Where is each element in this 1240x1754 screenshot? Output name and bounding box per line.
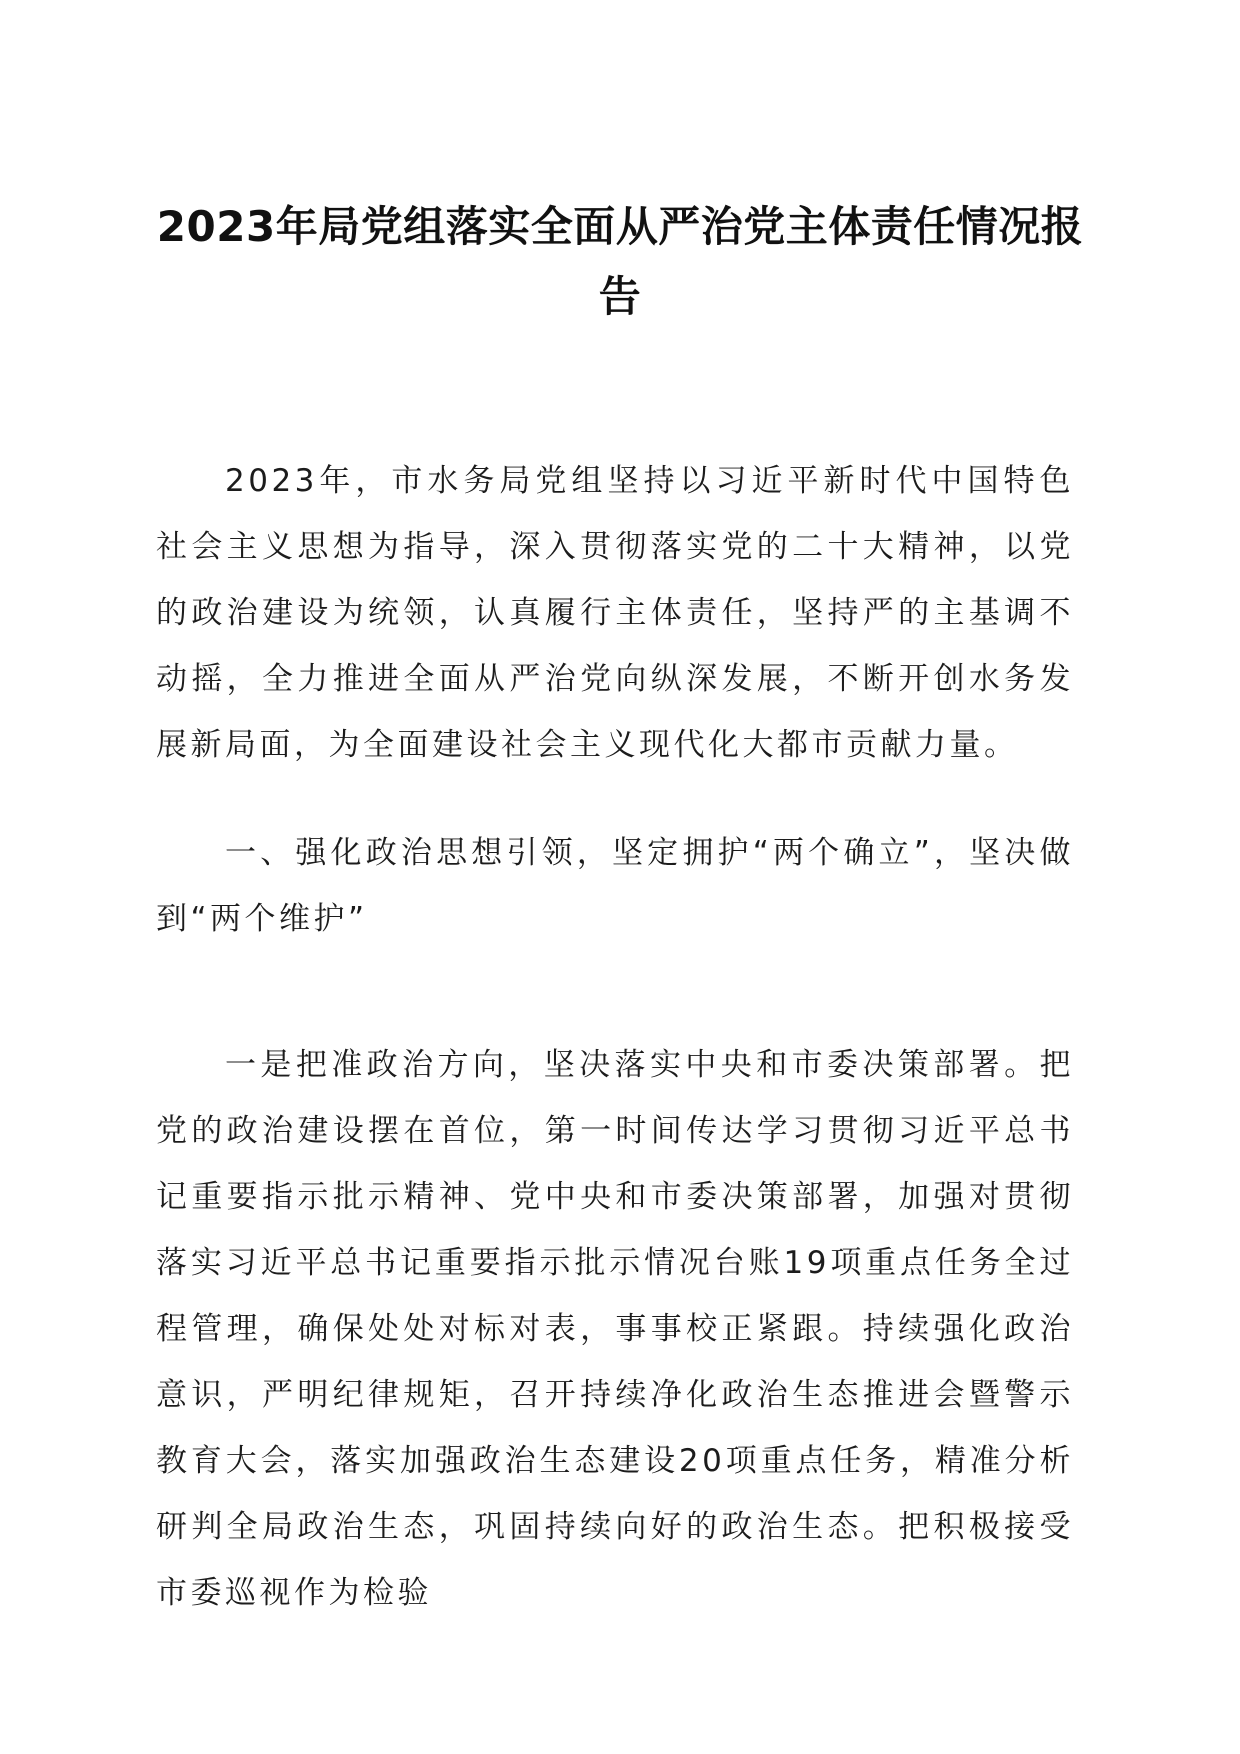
document-title: 2023年局党组落实全面从严治党主体责任情况报告 — [156, 202, 1084, 321]
section-heading-1: 一、强化政治思想引领，坚定拥护“两个确立”，坚决做到“两个维护” — [156, 835, 1074, 937]
intro-paragraph: 2023年，市水务局党组坚持以习近平新时代中国特色社会主义思想为指导，深入贯彻落实党的二十大精神，以党的政治建设为统领，认真履行主体责任，坚持严的主基调不动摇，全力推进全面从严治党向纵深发展，不断开创水务发展新局面，为全面建设社会主义现代化大都市贡献力量。 — [156, 463, 1074, 763]
section-1-point-1-paragraph: 一是把准政治方向，坚决落实中央和市委决策部署。把党的政治建设摆在首位，第一时间传达学习贯彻习近平总书记重要指示批示精神、党中央和市委决策部署，加强对贯彻落实习近平总书记重要指示批示情况台账19项重点任务全过程管理，确保处处对标对表，事事校正紧跟。持续强化政治意识，严明纪律规矩，召开持续净化政治生态推进会暨警示教育大会，落实加强政治生态建设20项重点任务，精准分析研判全局政治生态，巩固持续向好的政治生态。把积极接受市委巡视作为检验 — [156, 1047, 1074, 1611]
